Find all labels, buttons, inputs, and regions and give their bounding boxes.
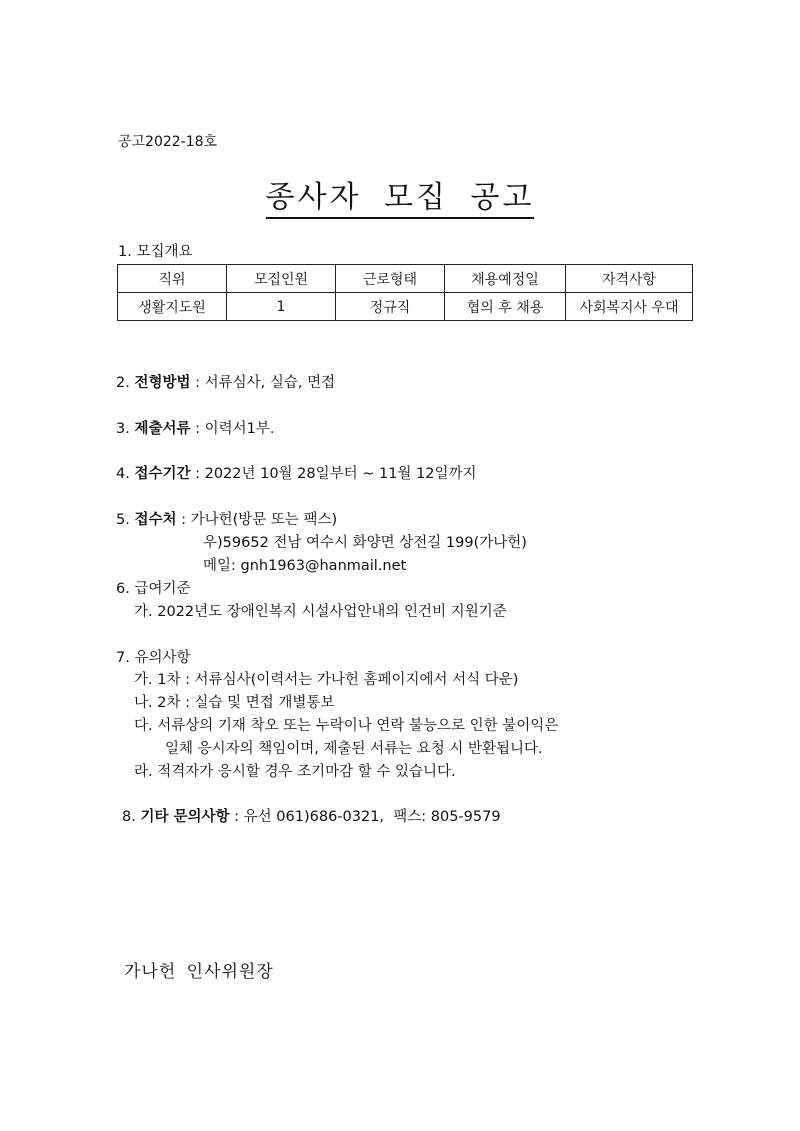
section-submit: 5. 접수처 : 가나헌(방문 또는 팩스) (116, 512, 338, 528)
section-documents-heading: 제출서류 (134, 421, 191, 437)
section-contact-value: 유선 061)686-0321, 팩스: 805-9579 (243, 809, 501, 825)
notes-item: 나. 2차 : 실습 및 면접 개별통보 (134, 695, 335, 711)
document-title (0, 172, 800, 216)
section-documents: 3. 제출서류 : 이력서1부. (116, 421, 275, 437)
table-header-cell: 근로형태 (336, 265, 445, 293)
submit-email: 메일: gnh1963@hanmail.net (203, 558, 407, 574)
notes-item-continued: 일체 응시자의 책임이며, 제출된 서류는 요청 시 반환됩니다. (165, 741, 543, 757)
table-header-cell: 채용예정일 (445, 265, 566, 293)
table-header-cell: 자격사항 (566, 265, 693, 293)
notes-item: 다. 서류상의 기재 착오 또는 누락이나 연락 불능으로 인한 불이익은 (134, 718, 559, 734)
section-screening-heading: 전형방법 (134, 375, 191, 391)
section-submit-value: 가나헌(방문 또는 팩스) (190, 512, 338, 528)
table-cell: 생활지도원 (118, 293, 227, 321)
table-cell: 1 (227, 293, 336, 321)
recruitment-table (117, 264, 693, 321)
notes-item: 가. 1차 : 서류심사(이력서는 가나헌 홈페이지에서 서식 다운) (134, 672, 519, 688)
section-screening: 2. 전형방법 : 서류심사, 실습, 면접 (116, 375, 336, 391)
section-period-value: 2022년 10월 28일부터 ~ 11월 12일까지 (204, 466, 477, 482)
table-cell: 정규직 (336, 293, 445, 321)
table-cell: 사회복지사 우대 (566, 293, 693, 321)
submit-address: 우)59652 전남 여수시 화양면 상전길 199(가나헌) (203, 535, 527, 551)
section-contact: 8. 기타 문의사항 : 유선 061)686-0321, 팩스: 805-9579 (122, 809, 501, 825)
table-header-row (118, 265, 693, 293)
section-overview-heading: 1. 모집개요 (118, 244, 193, 260)
section-submit-heading: 접수처 (134, 512, 177, 528)
salary-item: 가. 2022년도 장애인복지 시설사업안내의 인건비 지원기준 (134, 604, 507, 620)
document-number: 공고2022-18호 (118, 134, 218, 150)
section-notes-heading: 7. 유의사항 (116, 650, 191, 666)
section-contact-heading: 기타 문의사항 (140, 809, 230, 825)
table-cell: 협의 후 채용 (445, 293, 566, 321)
notes-item: 라. 적격자가 응시할 경우 조기마감 할 수 있습니다. (134, 764, 456, 780)
table-header-cell: 직위 (118, 265, 227, 293)
section-period: 4. 접수기간 : 2022년 10월 28일부터 ~ 11월 12일까지 (116, 466, 477, 482)
section-salary-heading: 6. 급여기준 (116, 581, 191, 597)
signer: 가나헌 인사위원장 (124, 962, 274, 982)
section-screening-value: 서류심사, 실습, 면접 (204, 375, 336, 391)
document-title-text: 종사자 모집 공고 (266, 180, 535, 219)
table-header-cell: 모집인원 (227, 265, 336, 293)
section-period-heading: 접수기간 (134, 466, 191, 482)
table-row (118, 293, 693, 321)
section-documents-value: 이력서1부. (204, 421, 275, 437)
